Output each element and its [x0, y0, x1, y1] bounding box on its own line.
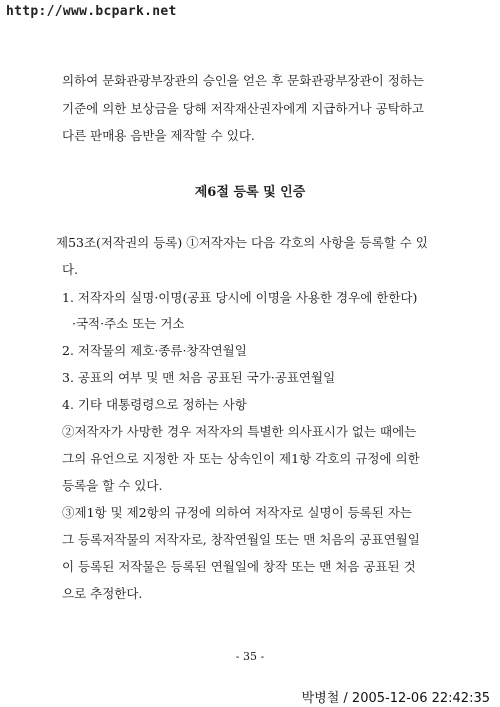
paragraph-line: 그의 유언으로 지정한 자 또는 상속인이 제1항 각호의 규정에 의한 — [62, 451, 420, 466]
intro-line: 의하여 문화관광부장관의 승인을 얻은 후 문화관광부장관이 정하는 — [62, 73, 424, 88]
list-item: 3. 공표의 여부 및 맨 처음 공표된 국가·공표연월일 — [62, 370, 336, 385]
intro-line: 다른 판매용 음반을 제작할 수 있다. — [62, 128, 255, 143]
list-item: 4. 기타 대통령령으로 정하는 사항 — [62, 397, 247, 412]
paragraph-line: 등록을 할 수 있다. — [62, 478, 163, 493]
list-item: 2. 저작물의 제호·종류·창작연월일 — [62, 343, 247, 358]
article-heading-line: 제53조(저작권의 등록) ①저작자는 다음 각호의 사항을 등록할 수 있 — [56, 235, 428, 250]
site-watermark: http://www.bcpark.net — [6, 4, 177, 19]
paragraph-line: 으로 추정한다. — [62, 586, 143, 601]
paragraph-line: ③제1항 및 제2항의 규정에 의하여 저작자로 실명이 등록된 자는 — [62, 505, 412, 520]
section-title: 제6절 등록 및 인증 — [194, 185, 306, 200]
paragraph-line: 그 등록저작물의 저작자로, 창작연월일 또는 맨 처음의 공표연월일 — [62, 532, 420, 547]
intro-line: 기준에 의한 보상금을 당해 저작재산권자에게 지급하거나 공탁하고 — [62, 101, 424, 116]
article-continuation: 다. — [62, 262, 79, 277]
list-item: ·국적·주소 또는 거소 — [72, 316, 185, 331]
paragraph-line: ②저작자가 사망한 경우 저작자의 특별한 의사표시가 없는 때에는 — [62, 424, 417, 439]
paragraph-line: 이 등록된 저작물은 등록된 연월일에 창작 또는 맨 처음 공표된 것 — [62, 559, 416, 574]
author-timestamp: 박병철 / 2005-12-06 22:42:35 — [301, 691, 490, 706]
page-number: - 35 - — [235, 650, 265, 663]
list-item: 1. 저작자의 실명·이명(공표 당시에 이명을 사용한 경우에 한한다) — [62, 290, 418, 305]
